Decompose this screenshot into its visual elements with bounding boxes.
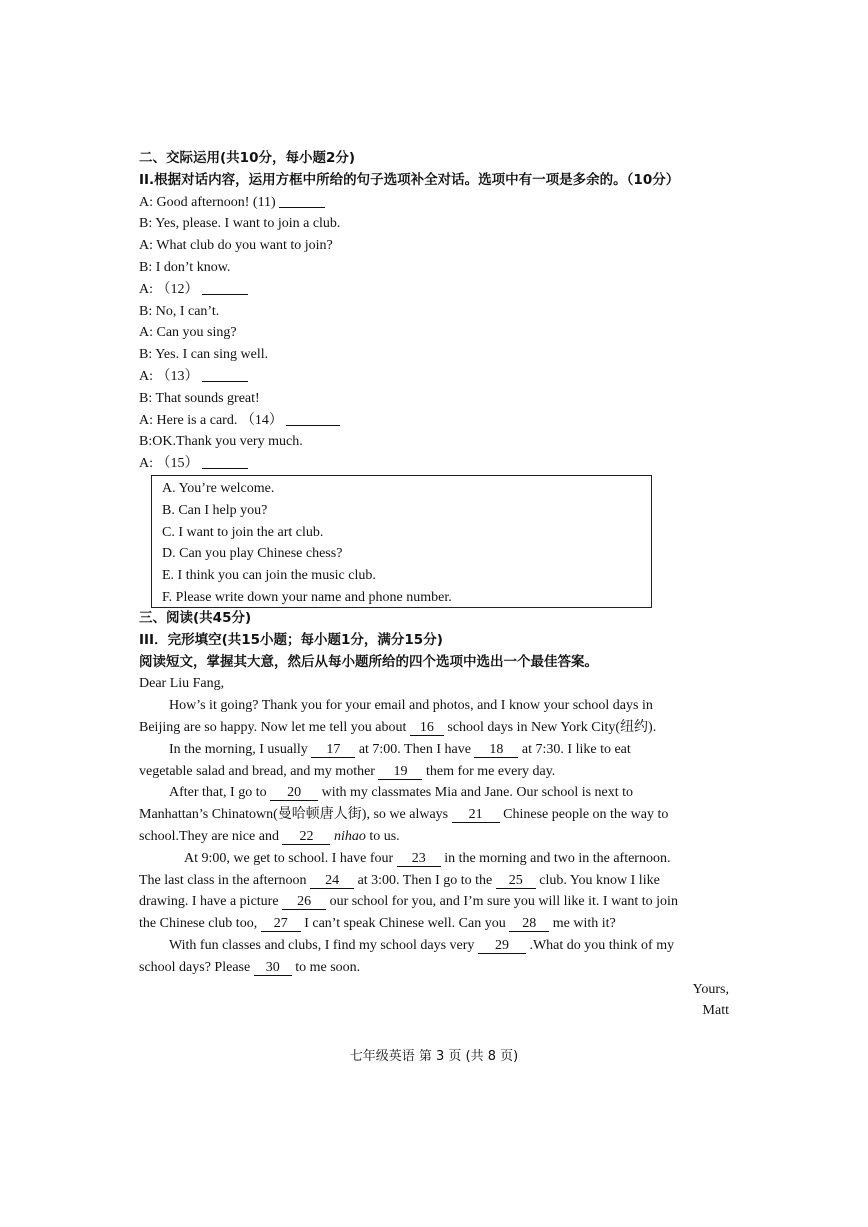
- dialogue-line: B: Yes. I can sing well.: [139, 347, 269, 363]
- letter-line: school.They are nice and 22 nihao to us.: [139, 828, 400, 844]
- page-footer: 七年级英语 第 3 页 (共 8 页): [349, 1049, 519, 1064]
- blank-17[interactable]: 17: [311, 742, 355, 758]
- option-b: B. Can I help you?: [162, 502, 268, 518]
- answer-blank[interactable]: [202, 454, 248, 469]
- dialogue-line: A: （15）: [139, 453, 739, 475]
- blank-30[interactable]: 30: [254, 960, 292, 976]
- blank-25[interactable]: 25: [496, 873, 536, 889]
- page-content: [139, 148, 739, 1022]
- dialogue-line: B: No, I can’t.: [139, 303, 220, 319]
- letter-line: drawing. I have a picture 26 our school for you, and I’m sure you will like it. I want to join: [139, 894, 678, 910]
- letter-line: vegetable salad and bread, and my mother 19 them for me every day.: [139, 763, 556, 779]
- letter-line: How’s it going? Thank you for your email and photos, and I know your school days in: [169, 698, 653, 714]
- letter-salutation: Dear Liu Fang,: [139, 676, 225, 692]
- options-box: [151, 475, 652, 608]
- section2-instruction: II.根据对话内容，运用方框中所给的句子选项补全对话。选项中有一项是多余的。（10分）: [139, 171, 680, 188]
- dialogue-line: B: Yes, please. I want to join a club.: [139, 216, 341, 232]
- answer-blank[interactable]: [202, 280, 248, 295]
- dialogue-line: A: Good afternoon! (11): [139, 192, 739, 214]
- answer-blank[interactable]: [279, 193, 325, 208]
- dialogue-line: A: Here is a card. （14）: [139, 410, 739, 432]
- option-e: E. I think you can join the music club.: [162, 568, 376, 584]
- blank-28[interactable]: 28: [509, 916, 549, 932]
- blank-22[interactable]: 22: [282, 829, 330, 845]
- blank-20[interactable]: 20: [270, 785, 318, 801]
- dialogue-line: B: That sounds great!: [139, 390, 260, 406]
- dialogue-line: A: What club do you want to join?: [139, 238, 333, 254]
- dialogue: [139, 192, 739, 475]
- blank-23[interactable]: 23: [397, 851, 441, 867]
- letter-line: the Chinese club too, 27 I can’t speak Chinese well. Can you 28 me with it?: [139, 916, 616, 932]
- letter-line: With fun classes and clubs, I find my school days very 29 .What do you think of my: [169, 937, 675, 953]
- blank-29[interactable]: 29: [478, 938, 526, 954]
- letter-line: At 9:00, we get to school. I have four 23 in the morning and two in the afternoon.: [184, 850, 671, 866]
- blank-18[interactable]: 18: [474, 742, 518, 758]
- dialogue-line: B: I don’t know.: [139, 259, 231, 275]
- answer-blank[interactable]: [286, 411, 340, 426]
- letter-signature: Matt: [702, 1003, 729, 1019]
- blank-19[interactable]: 19: [378, 764, 422, 780]
- letter-line: Beijing are so happy. Now let me tell you about 16 school days in New York City(纽约).: [139, 719, 657, 735]
- letter-line: school days? Please 30 to me soon.: [139, 959, 361, 975]
- dialogue-line: A: （12）: [139, 279, 739, 301]
- dialogue-line: A: Can you sing?: [139, 325, 237, 341]
- section2-heading: 二、交际运用(共10分，每小题2分): [139, 150, 356, 166]
- option-f: F. Please write down your name and phone number.: [162, 589, 452, 605]
- letter-closing: Yours,: [692, 981, 729, 997]
- option-c: C. I want to join the art club.: [162, 524, 324, 540]
- section3-subheading: III．完形填空(共15小题；每小题1分，满分15分): [139, 631, 443, 648]
- dialogue-line: B:OK.Thank you very much.: [139, 434, 303, 450]
- letter-line: After that, I go to 20 with my classmates Mia and Jane. Our school is next to: [169, 785, 634, 801]
- blank-27[interactable]: 27: [261, 916, 301, 932]
- blank-21[interactable]: 21: [452, 807, 500, 823]
- blank-26[interactable]: 26: [282, 894, 326, 910]
- section3-instruction: 阅读短文，掌握其大意，然后从每小题所给的四个选项中选出一个最佳答案。: [139, 653, 598, 670]
- option-a: A. You’re welcome.: [162, 480, 275, 496]
- answer-blank[interactable]: [202, 367, 248, 382]
- blank-24[interactable]: 24: [310, 873, 354, 889]
- blank-16[interactable]: 16: [410, 720, 444, 736]
- dialogue-line: A: （13）: [139, 366, 739, 388]
- letter-line: Manhattan’s Chinatown(曼哈顿唐人街), so we always 21 Chinese people on the way to: [139, 807, 669, 823]
- option-d: D. Can you play Chinese chess?: [162, 546, 343, 562]
- section3-heading: 三、阅读(共45分): [139, 609, 252, 626]
- letter-line: In the morning, I usually 17 at 7:00. Then I have 18 at 7:30. I like to eat: [169, 741, 631, 757]
- letter-line: The last class in the afternoon 24 at 3:00. Then I go to the 25 club. You know I like: [139, 872, 660, 888]
